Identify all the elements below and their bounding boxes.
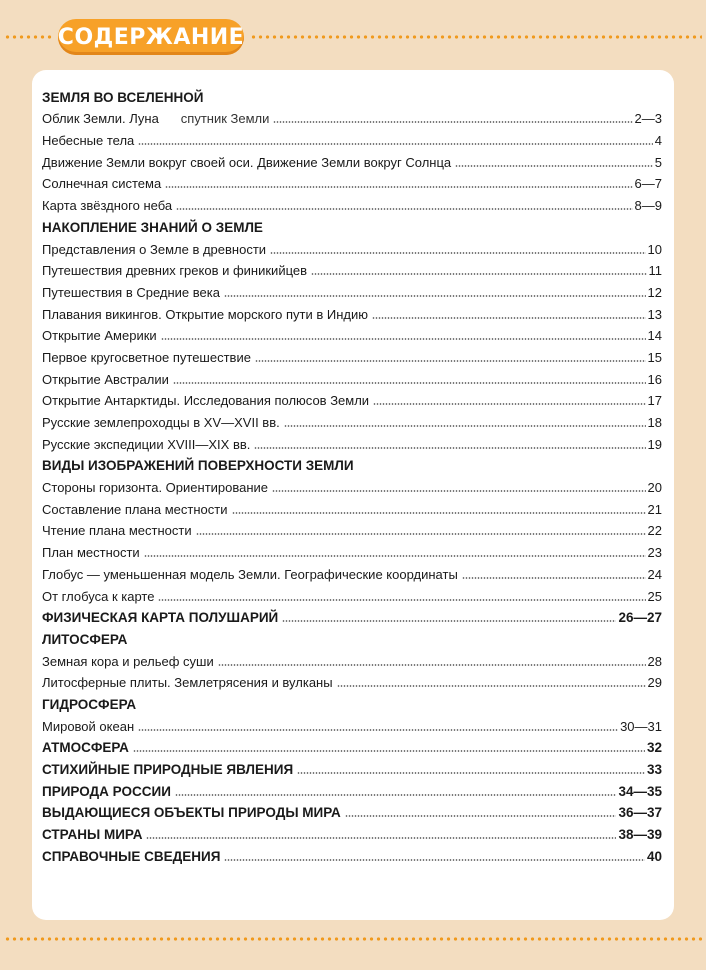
toc-entry-label: Открытие Австралии bbox=[42, 371, 169, 387]
toc-entry-label: СПРАВОЧНЫЕ СВЕДЕНИЯ bbox=[42, 848, 221, 864]
dot-leader bbox=[270, 252, 645, 254]
toc-entry-major[interactable] bbox=[42, 604, 662, 626]
toc-entry[interactable] bbox=[42, 191, 662, 213]
dot-leader bbox=[462, 577, 646, 579]
dot-leader bbox=[345, 815, 617, 817]
toc-entry-page: 13 bbox=[647, 306, 662, 322]
toc-entry-page: 30—31 bbox=[620, 718, 662, 734]
toc-entry-label: Русские землепроходцы в XV—XVII вв. bbox=[42, 415, 280, 430]
toc-entry-page: 16 bbox=[647, 371, 662, 387]
dot-leader bbox=[373, 403, 645, 405]
toc-entry[interactable] bbox=[42, 647, 662, 669]
dot-leader bbox=[255, 360, 646, 362]
toc-entry-page: 18 bbox=[647, 415, 662, 430]
dot-leader bbox=[224, 859, 645, 861]
toc-entry-label: Первое кругосветное путешествие bbox=[42, 349, 251, 365]
header bbox=[0, 0, 706, 70]
dot-leader bbox=[165, 186, 632, 188]
dot-leader bbox=[176, 208, 632, 210]
dot-leader bbox=[372, 317, 646, 319]
dot-leader bbox=[218, 664, 646, 666]
toc-entry-major[interactable] bbox=[42, 755, 662, 777]
dot-leader bbox=[138, 143, 652, 145]
toc-entry-page: 38—39 bbox=[618, 827, 662, 843]
toc-entry[interactable] bbox=[42, 387, 662, 409]
toc-entry-label: Путешествия древних греков и финикийцев bbox=[42, 263, 308, 279]
toc-entry-label: Стороны горизонта. Ориентирование bbox=[42, 480, 269, 496]
page-title: СОДЕРЖАНИЕ bbox=[57, 24, 245, 50]
toc-entry[interactable] bbox=[42, 278, 662, 300]
dot-leader bbox=[455, 165, 653, 167]
table-of-contents bbox=[42, 83, 662, 864]
toc-entry-page: 29 bbox=[647, 675, 662, 691]
toc-entry-label: Путешествия в Средние века bbox=[42, 284, 220, 300]
toc-entry-label: Карта звёздного неба bbox=[42, 198, 173, 214]
toc-entry-label: Небесные тела bbox=[42, 133, 135, 149]
toc-entry-label: От глобуса к карте bbox=[42, 588, 155, 604]
toc-entry-page: 12 bbox=[647, 284, 662, 300]
dot-leader bbox=[144, 555, 646, 557]
toc-entry-page: 36—37 bbox=[618, 805, 662, 821]
dot-leader bbox=[284, 425, 646, 427]
header-dots-right bbox=[250, 35, 702, 39]
toc-entry[interactable] bbox=[42, 517, 662, 539]
dot-leader bbox=[173, 382, 646, 384]
toc-entry[interactable] bbox=[42, 582, 662, 604]
toc-entry-page: 11 bbox=[648, 263, 662, 279]
toc-entry-label: Открытие Антарктиды. Исследования полюсов Земли bbox=[42, 393, 370, 409]
toc-entry[interactable] bbox=[42, 408, 662, 430]
toc-entry[interactable] bbox=[42, 148, 662, 170]
toc-entry-label: Глобус — уменьшенная модель Земли. Географические координаты bbox=[42, 566, 458, 582]
toc-entry[interactable] bbox=[42, 257, 662, 279]
toc-entry-label: Литосферные плиты. Землетрясения и вулканы bbox=[42, 675, 333, 691]
toc-entry-label: СТРАНЫ МИРА bbox=[42, 827, 143, 843]
toc-entry-major[interactable] bbox=[42, 820, 662, 842]
toc-entry-page: 20 bbox=[647, 480, 662, 496]
dot-leader bbox=[133, 750, 645, 752]
toc-entry[interactable] bbox=[42, 365, 662, 387]
toc-entry-label-secondary: спутник Земли bbox=[180, 111, 270, 127]
toc-entry-label: Составление плана местности bbox=[42, 501, 228, 517]
toc-entry[interactable] bbox=[42, 105, 662, 127]
toc-entry-page: 10 bbox=[647, 241, 662, 257]
toc-entry-page: 40 bbox=[646, 848, 662, 864]
title-banner bbox=[58, 19, 244, 55]
toc-entry-page: 25 bbox=[647, 588, 662, 604]
toc-entry-page: 24 bbox=[647, 566, 662, 582]
toc-entry-label: Солнечная система bbox=[42, 176, 162, 192]
toc-entry-label: Облик Земли. Луна bbox=[42, 111, 159, 127]
toc-entry-page: 32 bbox=[646, 740, 662, 756]
toc-entry[interactable] bbox=[42, 322, 662, 344]
dot-leader bbox=[146, 837, 616, 839]
toc-entry-page: 22 bbox=[647, 523, 662, 539]
toc-entry-page: 15 bbox=[647, 349, 662, 365]
section-heading: ЛИТОСФЕРА bbox=[42, 631, 128, 647]
dot-leader bbox=[254, 447, 645, 449]
dot-leader bbox=[272, 490, 645, 492]
dot-leader bbox=[175, 794, 617, 796]
toc-entry-page: 2—3 bbox=[634, 111, 662, 127]
toc-entry[interactable] bbox=[42, 430, 662, 452]
dot-leader bbox=[224, 295, 646, 297]
dot-leader bbox=[158, 599, 645, 601]
toc-entry-page: 34—35 bbox=[618, 783, 662, 799]
toc-entry-label: ФИЗИЧЕСКАЯ КАРТА ПОЛУШАРИЙ bbox=[42, 610, 279, 626]
toc-entry[interactable] bbox=[42, 538, 662, 560]
toc-entry-label: Русские экспедиции XVIII—XIX вв. bbox=[42, 436, 251, 452]
toc-entry[interactable] bbox=[42, 170, 662, 192]
toc-entry-page: 21 bbox=[647, 501, 662, 517]
toc-entry[interactable] bbox=[42, 300, 662, 322]
toc-entry-label: Чтение плана местности bbox=[42, 523, 192, 539]
toc-entry-page: 14 bbox=[647, 328, 662, 344]
header-dots-left bbox=[4, 35, 54, 39]
dot-leader bbox=[282, 620, 616, 622]
section-heading: НАКОПЛЕНИЕ ЗНАНИЙ О ЗЕМЛЕ bbox=[42, 219, 263, 235]
toc-entry[interactable] bbox=[42, 126, 662, 148]
toc-entry[interactable] bbox=[42, 495, 662, 517]
toc-entry[interactable] bbox=[42, 343, 662, 365]
toc-entry[interactable] bbox=[42, 712, 662, 734]
toc-entry-major[interactable] bbox=[42, 842, 662, 864]
toc-entry-label: ПРИРОДА РОССИИ bbox=[42, 783, 171, 799]
toc-entry-page: 23 bbox=[647, 545, 662, 561]
toc-entry-label: План местности bbox=[42, 545, 140, 561]
dot-leader bbox=[311, 273, 646, 275]
toc-entry-label: АТМОСФЕРА bbox=[42, 740, 129, 756]
toc-entry-page: 19 bbox=[647, 436, 662, 452]
toc-entry-label: Мировой океан bbox=[42, 718, 135, 734]
dot-leader bbox=[337, 685, 646, 687]
section-heading: ГИДРОСФЕРА bbox=[42, 696, 137, 712]
dot-leader bbox=[232, 512, 646, 514]
dot-leader bbox=[273, 121, 632, 123]
toc-entry-page: 28 bbox=[647, 653, 662, 669]
toc-entry-label: СТИХИЙНЫЕ ПРИРОДНЫЕ ЯВЛЕНИЯ bbox=[42, 762, 294, 777]
toc-entry-label: Представления о Земле в древности bbox=[42, 241, 267, 257]
toc-entry-major[interactable] bbox=[42, 799, 662, 821]
section-heading: ЗЕМЛЯ ВО ВСЕЛЕННОЙ bbox=[42, 89, 204, 105]
toc-entry[interactable] bbox=[42, 473, 662, 495]
toc-entry[interactable] bbox=[42, 560, 662, 582]
toc-entry[interactable] bbox=[42, 669, 662, 691]
toc-entry-page: 26—27 bbox=[618, 610, 662, 626]
toc-entry-page: 6—7 bbox=[634, 176, 662, 192]
toc-entry-label: Земная кора и рельеф суши bbox=[42, 653, 214, 669]
dot-leader bbox=[138, 729, 618, 731]
toc-entry-page: 5 bbox=[654, 154, 662, 170]
toc-entry-label: Движение Земли вокруг своей оси. Движение Земли вокруг Солнца bbox=[42, 154, 452, 170]
toc-entry-label: Плавания викингов. Открытие морского пути в Индию bbox=[42, 306, 369, 322]
toc-entry-label: Открытие Америки bbox=[42, 328, 157, 344]
toc-entry-page: 4 bbox=[654, 133, 662, 149]
dot-leader bbox=[161, 338, 646, 340]
section-heading: ВИДЫ ИЗОБРАЖЕНИЙ ПОВЕРХНОСТИ ЗЕМЛИ bbox=[42, 458, 354, 474]
toc-entry-page: 8—9 bbox=[634, 198, 662, 214]
toc-entry-major[interactable] bbox=[42, 734, 662, 756]
toc-entry-major[interactable] bbox=[42, 777, 662, 799]
dot-leader bbox=[196, 533, 646, 535]
dot-leader bbox=[297, 772, 645, 774]
footer-dots bbox=[4, 937, 702, 941]
toc-entry-label: ВЫДАЮЩИЕСЯ ОБЪЕКТЫ ПРИРОДЫ МИРА bbox=[42, 805, 341, 821]
toc-entry[interactable] bbox=[42, 235, 662, 257]
toc-entry-page: 33 bbox=[646, 762, 662, 777]
toc-entry-page: 17 bbox=[647, 393, 662, 409]
